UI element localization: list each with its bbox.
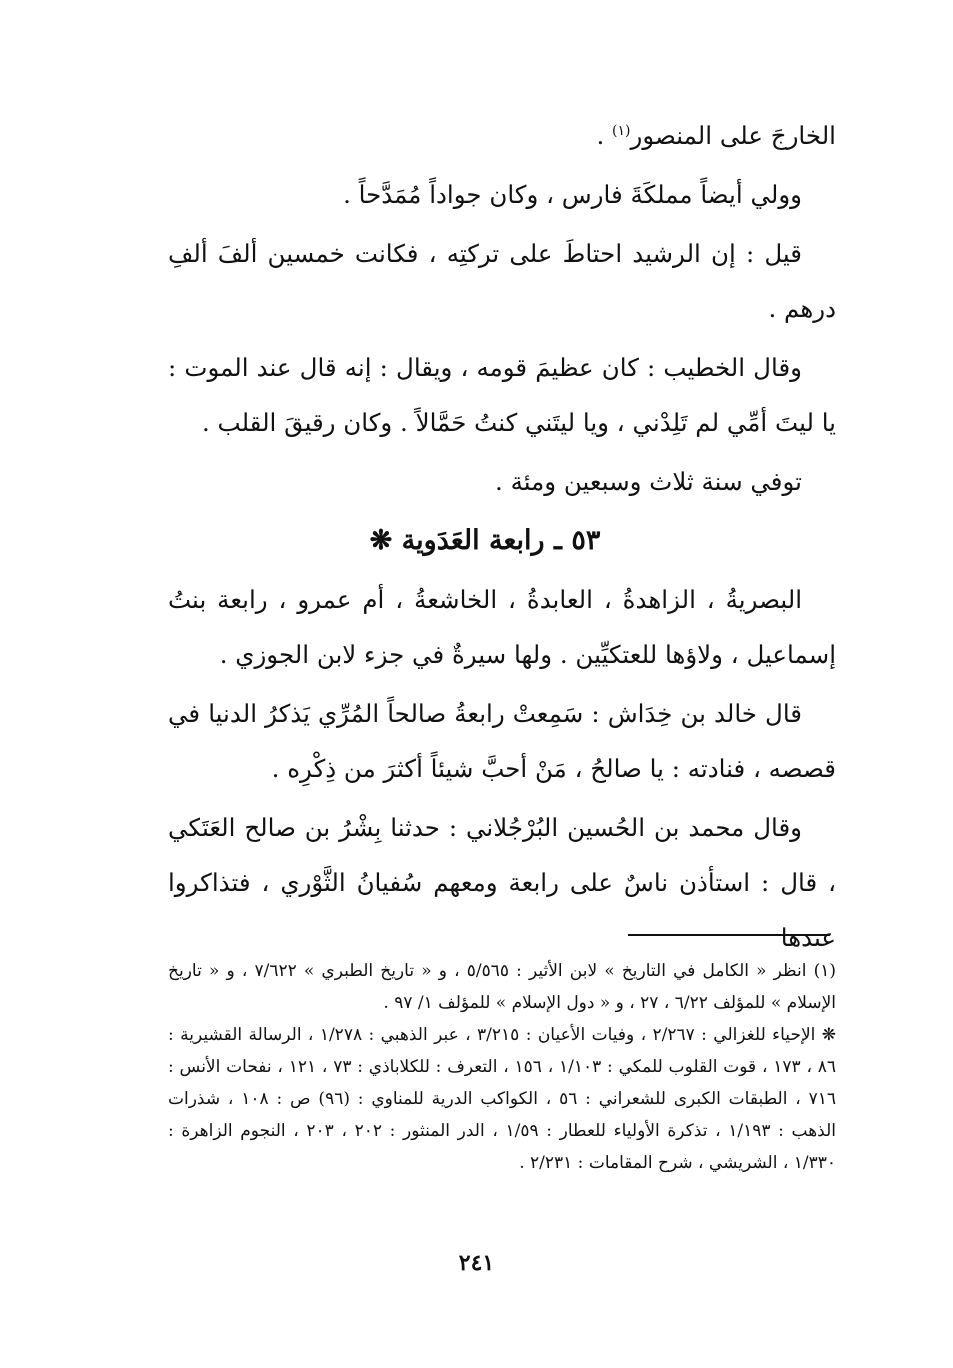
- paragraph-2: وولي أيضاً مملكَةَ فارس ، وكان جواداً مُمَدَّحاً .: [343, 180, 802, 209]
- paragraph-3: قيل : إن الرشيد احتاطَ على تركتِه ، فكانت خمسين ألفَ ألفِ درهم .: [168, 239, 836, 323]
- paragraph-5: توفي سنة ثلاث وسبعين ومئة .: [495, 467, 802, 496]
- paragraph-6: البصريةُ ، الزاهدةُ ، العابدةُ ، الخاشعةُ ، أم عمرو ، رابعة بنتُ إسماعيل ، ولاؤها للعتكيِّين . ولها سيرةٌ في جزء لابن الجوزي .: [168, 585, 836, 669]
- footnotes: [168, 955, 836, 1179]
- paragraph-1: [168, 108, 836, 163]
- paragraph-1-end: .: [596, 121, 613, 150]
- footnote-divider: [628, 934, 830, 936]
- page-number: ٢٤١: [458, 1250, 495, 1276]
- paragraph-1-text: الخارجَ على المنصور: [630, 121, 836, 150]
- footnote-2: ❋ الإحياء للغزالي : ٢/٢٦٧ ، وفيات الأعيان : ٣/٢١٥ ، عبر الذهبي : ١/٢٧٨ ، الرسالة القشيرية : ٨٦ ، ١٧٣ ، قوت القلوب للمكي : ١/١٠٣ ، ١٥٦ ، التعرف : للكلاباذي : ٧٣ ، ١٢١ ، نفحات الأنس : ٧١٦ ، الطبقات الكبرى للشعراني : ٥٦ ، الكواكب الدرية للمناوي : (٩٦) ص : ١٠٨ ، شذرات الذهب : ١/١٩٣ ، تذكرة الأولياء للعطار : ١/٥٩ ، الدر المنثور : ٢٠٢ ، ٢٠٣ ، النجوم الزاهرة : ١/٣٣٠ ، الشريشي ، شرح المقامات : ٢/٢٣١ .: [168, 1025, 837, 1173]
- paragraph-8: وقال محمد بن الحُسين البُرْجُلاني : حدثنا بِشْرُ بن صالح العَتَكي ، قال : استأذن ناسٌ على رابعة ومعهم سُفيانُ الثَّوْري ، فتذاكروا عندها: [168, 813, 836, 952]
- footnote-marker-1[interactable]: (١): [612, 122, 631, 139]
- paragraph-7: قال خالد بن خِدَاش : سَمِعتْ رابعةُ صالحاً المُرِّي يَذكرُ الدنيا في قصصه ، فنادته : يا صالحُ ، مَنْ أحبَّ شيئاً أكثرَ من ذِكْرِه .: [168, 699, 836, 783]
- paragraph-4: وقال الخطيب : كان عظيمَ قومه ، ويقال : إنه قال عند الموت : يا ليتَ أمِّي لم تَلِدْني ، ويا ليتَني كنتُ حَمَّالاً . وكان رقيقَ القلب .: [168, 353, 836, 437]
- main-text: [168, 108, 836, 969]
- section-heading: ٥٣ ـ رابعة العَدَوية ❋: [369, 525, 601, 556]
- footnote-1: (١) انظر « الكامل في التاريخ » لابن الأثير : ٥/٥٦٥ ، و « تاريخ الطبري » ٧/٦٢٢ ، و « تاريخ الإسلام » للمؤلف ٦/٢٢ ، ٢٧ ، و « دول الإسلام » للمؤلف ١/ ٩٧ .: [168, 961, 836, 1013]
